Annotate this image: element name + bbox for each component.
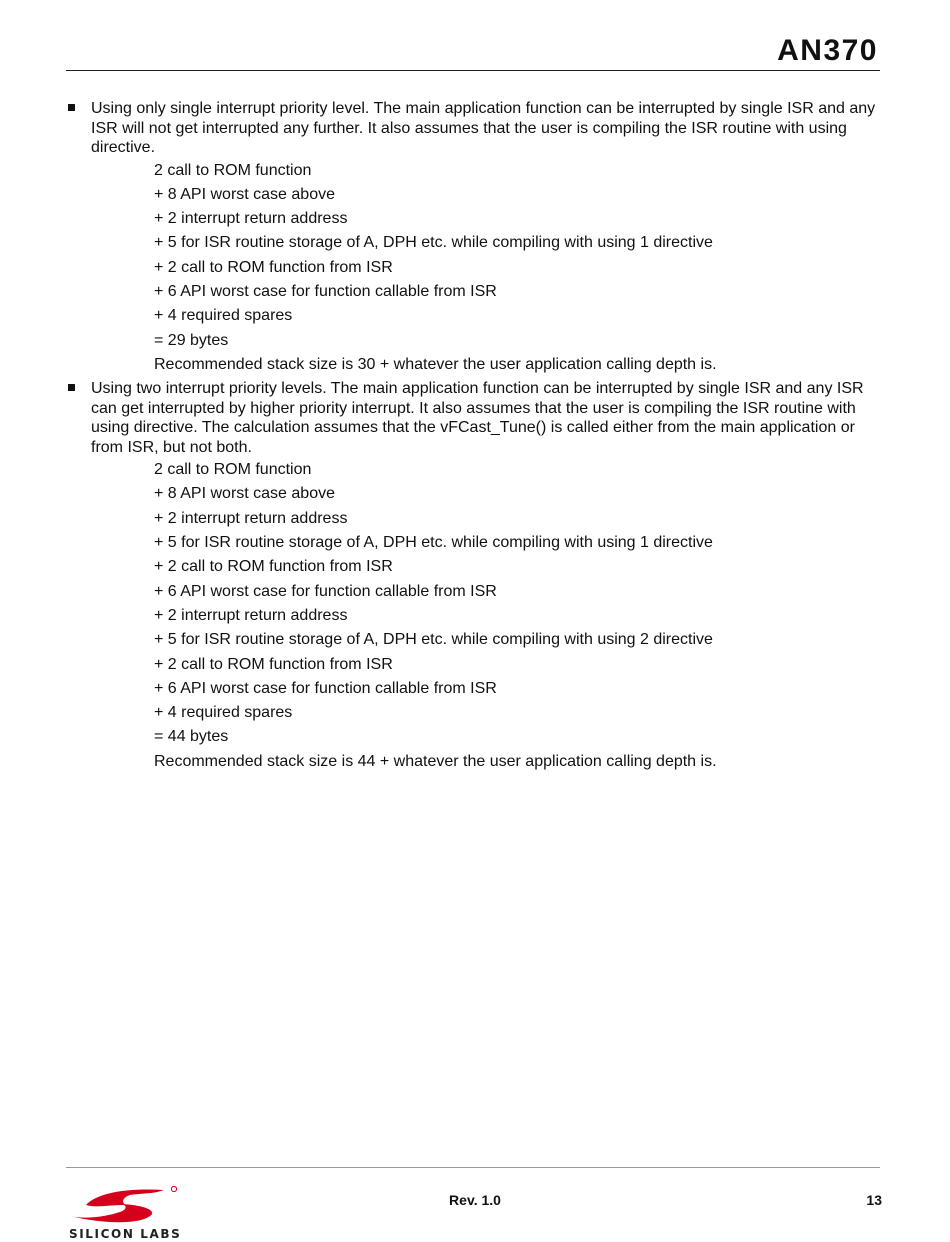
calc-line: + 5 for ISR routine storage of A, DPH etc. while compiling with using 2 directive (154, 631, 713, 649)
stack-calculation-list (91, 459, 880, 775)
calc-line: + 2 interrupt return address (154, 509, 348, 527)
document-id: AN370 (777, 34, 878, 67)
calc-line: 2 call to ROM function (154, 461, 312, 479)
calc-line: + 2 interrupt return address (154, 210, 348, 228)
bullet-item (66, 98, 880, 378)
calc-line: + 8 API worst case above (154, 185, 335, 203)
calc-line: 2 call to ROM function (154, 161, 312, 179)
header-divider (66, 70, 880, 71)
bullet-item (66, 378, 880, 775)
calc-line: + 6 API worst case for function callable from ISR (154, 582, 497, 600)
calc-recommendation: Recommended stack size is 30 + whatever the user application calling depth is. (154, 355, 717, 373)
calc-line: + 6 API worst case for function callable from ISR (154, 679, 497, 697)
square-bullet-icon (68, 104, 75, 111)
calc-line: + 4 required spares (154, 307, 293, 325)
calc-line: + 2 call to ROM function from ISR (154, 655, 393, 673)
logo-registered-mark (171, 1186, 176, 1191)
footer-divider (66, 1167, 880, 1168)
square-bullet-icon (68, 384, 75, 391)
calc-line: + 2 call to ROM function from ISR (154, 558, 393, 576)
page-number: 13 (866, 1192, 882, 1208)
calc-total: = 44 bytes (154, 728, 229, 746)
calc-total: = 29 bytes (154, 331, 229, 349)
logo-wordmark: SILICON LABS (69, 1227, 182, 1241)
calc-line: + 2 call to ROM function from ISR (154, 258, 393, 276)
calc-line: + 5 for ISR routine storage of A, DPH etc. while compiling with using 1 directive (154, 534, 713, 552)
revision-label: Rev. 1.0 (449, 1192, 501, 1208)
calc-line: + 6 API worst case for function callable from ISR (154, 282, 497, 300)
calc-recommendation: Recommended stack size is 44 + whatever the user application calling depth is. (154, 752, 717, 770)
calc-line: + 8 API worst case above (154, 485, 335, 503)
calc-line: + 4 required spares (154, 704, 293, 722)
calc-line: + 5 for ISR routine storage of A, DPH etc. while compiling with using 1 directive (154, 234, 713, 252)
bullet-paragraph: Using only single interrupt priority level. The main application function can be interrupted by single ISR and any ISR will not get interrupted any further. It also assumes that the user is compiling the ISR routine with using directive. (91, 100, 876, 156)
calc-line: + 2 interrupt return address (154, 606, 348, 624)
stack-calculation-list (91, 160, 880, 379)
page-content (66, 98, 880, 775)
bullet-paragraph: Using two interrupt priority levels. The main application function can be interrupted by single ISR and any ISR can get interrupted by higher priority interrupt. It also assumes that the user is compiling the ISR routine with using directive. The calculation assumes that the vFCast_Tune() is called either from the main application or from ISR, but not both. (91, 380, 864, 456)
